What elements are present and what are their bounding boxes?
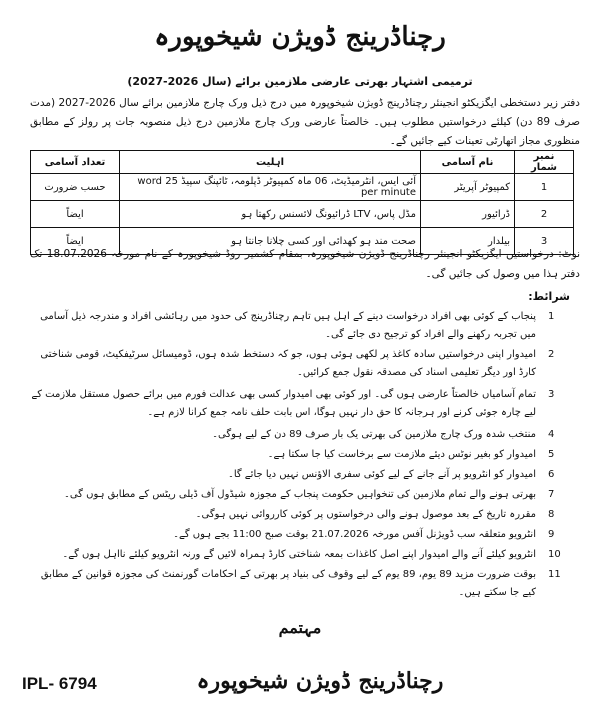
- condition-text: امیدوار کو بغیر نوٹس دیئے ملازمت سے برخاست کیا جا سکتا ہے۔: [267, 449, 536, 460]
- advertisement-subtitle: ترمیمی اشتہار بھرتی عارضی ملازمین برائے (سال 2026-2027): [127, 75, 473, 88]
- condition-text: تمام آسامیاں خالصتاً عارضی ہوں گی۔ اور کوئی بھی امیدوار کسی بھی عدالت فورم میں برائے حصول مستقل ملازمت کے لیے چارہ جوئی کرنے اور ہرجانہ کا حق دار نہیں ہوگا، اس بابت حلف نامہ جمع کرانا لازم ہے۔: [31, 389, 536, 418]
- table-header-row: [31, 151, 574, 174]
- header-post-name: نام آسامی: [421, 151, 515, 174]
- table-row: [31, 174, 574, 201]
- condition-item: [30, 446, 576, 464]
- condition-item: [30, 426, 576, 444]
- row-post-count: ایضاً: [31, 228, 120, 255]
- condition-text: بوقت ضرورت مزید 89 یوم، 89 یوم کے لیے وقوف کی بنیاد پر بھرتی کے احکامات گورنمنٹ کی مجوزہ قوانین کے مطابق کیے جا سکتے ہیں۔: [40, 569, 536, 598]
- condition-item: [30, 486, 576, 504]
- row-post-count: ایضاً: [31, 201, 120, 228]
- condition-text: منتخب شدہ ورک چارج ملازمین کی بھرتی یک بار صرف 89 دن کے لیے ہوگی۔: [212, 429, 536, 440]
- conditions-heading: شرائط:: [528, 290, 570, 303]
- row-post-name: بیلدار: [421, 228, 515, 255]
- condition-number: 1: [548, 311, 555, 322]
- condition-number: 10: [548, 549, 561, 560]
- condition-item: [30, 546, 576, 564]
- condition-item: [30, 466, 576, 484]
- condition-number: 5: [548, 449, 555, 460]
- submission-note: نوٹ: درخواستیں ایگزیکٹو انجینئر رچناڈرینج ڈویژن شیخوپورہ، بمقام کشمیر روڈ شیخوپورہ کے نام مورخہ 18.07.2026 تک دفتر ہذا میں وصول کی جائیں گی۔: [30, 248, 580, 280]
- table-row: [31, 201, 574, 228]
- signoff-label: مہتمم: [278, 618, 322, 637]
- header-qualification: اہلیت: [120, 151, 421, 174]
- ipl-number: IPL- 6794: [22, 674, 97, 693]
- condition-number: 9: [548, 529, 555, 540]
- row-qualification: مڈل پاس، LTV ڈرائیونگ لائسنس رکھتا ہو: [120, 201, 421, 228]
- condition-text: انٹرویو کیلئے آنے والے امیدوار اپنے اصل کاغذات بمعہ شناختی کارڈ ہمراہ لائیں گے ورنہ انٹرویو کیلئے نااہل ہوں گے۔: [62, 549, 536, 560]
- vacancies-table: [30, 150, 574, 255]
- row-serial: 2: [515, 201, 574, 228]
- condition-text: انٹرویو متعلقہ سب ڈویژنل آفس مورخہ 21.07.2026 بوقت صبح 11:00 بجے ہوں گے۔: [173, 529, 536, 540]
- condition-number: 7: [548, 489, 555, 500]
- condition-item: [30, 386, 576, 422]
- row-serial: 1: [515, 174, 574, 201]
- row-serial: 3: [515, 228, 574, 255]
- office-title: رچناڈرینج ڈویژن شیخوپورہ: [154, 22, 446, 52]
- condition-text: امیدوار اپنی درخواستیں سادہ کاغذ پر لکھی ہوئی ہوں، جو کہ دستخط شدہ ہوں، ڈومیسائل سرٹیفکیٹ، قومی شناختی کارڈ اور دیگر تعلیمی اسناد کی مصدقہ نقول جمع کرائیں۔: [40, 349, 536, 378]
- condition-number: 6: [548, 469, 555, 480]
- row-post-name: کمپیوٹر آپریٹر: [421, 174, 515, 201]
- row-qualification: آئی ایس، انٹرمیڈیٹ، 06 ماہ کمپیوٹر ڈپلومہ، ٹائپنگ سپیڈ 25 word per minute: [120, 174, 421, 201]
- row-qualification: صحت مند ہو کھدائی اور کسی چلانا جانتا ہو: [120, 228, 421, 255]
- header-serial: نمبر شمار: [515, 151, 574, 174]
- condition-text: پنجاب کے کوئی بھی افراد درخواست دینے کے اہل ہیں تاہم رچناڈرینج کی حدود میں رہائشی افراد و مندرجہ ذیل آسامی میں تجربہ رکھنے والے افراد کو ترجیح دی جائے گی۔: [40, 311, 536, 340]
- condition-item: [30, 346, 576, 382]
- condition-item: [30, 526, 576, 544]
- condition-item: [30, 308, 576, 344]
- condition-number: 8: [548, 509, 555, 520]
- condition-item: [30, 506, 576, 524]
- header-post-count: تعداد آسامی: [31, 151, 120, 174]
- row-post-count: حسب ضرورت: [31, 174, 120, 201]
- condition-text: بھرتی ہونے والے تمام ملازمین کی تنخواہیں حکومت پنجاب کے مجوزہ شیڈول آف ڈیلی ریٹس کے مطابق ہوں گی۔: [63, 489, 536, 500]
- condition-item: [30, 566, 576, 602]
- intro-paragraph: دفتر زیر دستخطی ایگزیکٹو انجینئر رچناڈرینج ڈویژن شیخوپورہ میں درج ذیل ورک چارج ملازمین برائے سال 2026-2027 (مدت صرف 89 دن) کیلئے درخواستیں مطلوب ہیں۔ خالصتاً عارضی ورک چارج ملازمین درج ذیل منصوبہ جات پر رولز کے مطابق منظوری مجاز اتھارٹی تعینات کیے جائیں گے۔: [30, 97, 580, 147]
- condition-number: 2: [548, 349, 555, 360]
- condition-number: 11: [548, 569, 561, 580]
- condition-text: امیدوار کو انٹرویو پر آنے جانے کے لیے کوئی سفری الاؤنس نہیں دیا جائے گا۔: [227, 469, 536, 480]
- condition-number: 4: [548, 429, 555, 440]
- condition-text: مقررہ تاریخ کے بعد موصول ہونے والی درخواستوں پر کوئی کارروائی نہیں ہوگی۔: [195, 509, 536, 520]
- row-post-name: ڈرائیور: [421, 201, 515, 228]
- signoff-office: رچناڈرینج ڈویژن شیخوپورہ: [196, 668, 444, 694]
- condition-number: 3: [548, 389, 555, 400]
